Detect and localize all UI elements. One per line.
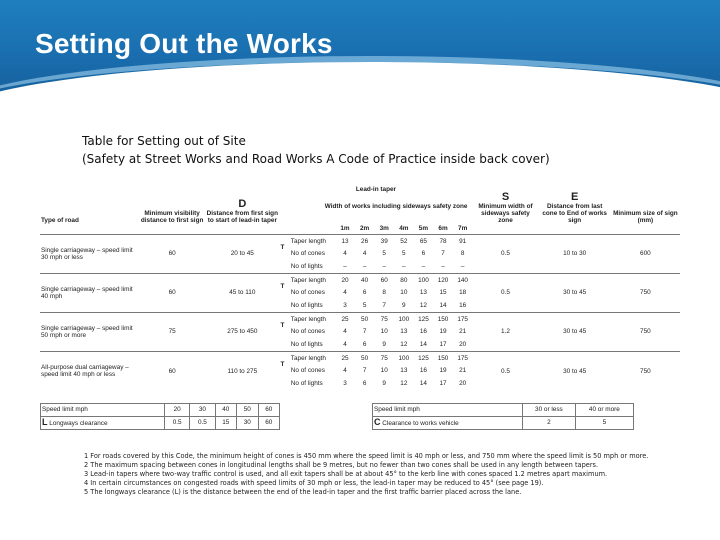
width-7m: 7m: [458, 225, 468, 233]
cones-value: 19: [439, 367, 447, 375]
no-of-lights-label: No of lights: [290, 302, 323, 310]
cones-value: 6: [362, 289, 367, 297]
lights-value: –: [362, 263, 367, 271]
sign-size-2: 750: [611, 274, 680, 313]
speed-value: 50: [237, 403, 258, 416]
taper-length-label: Taper length: [290, 313, 335, 326]
lights-value: –: [421, 263, 426, 271]
sideways-zone-4: 0.5: [472, 352, 538, 391]
no-of-cones-label: No of cones: [290, 367, 325, 375]
taper-value: 100: [414, 274, 434, 287]
taper-value: 140: [453, 274, 473, 287]
distance-d-4: 110 to 275: [205, 352, 279, 391]
lead-in-taper-label: Lead-in taper: [355, 186, 397, 193]
min-visibility-4: 60: [139, 352, 205, 391]
width-label: Width of works including sideways safety zone: [324, 203, 468, 211]
lights-value: 20: [459, 380, 467, 388]
table-row: [40, 352, 680, 365]
header-d: [205, 180, 279, 224]
cones-value: 8: [382, 289, 386, 297]
cones-value: 6: [421, 250, 426, 258]
lights-value: 14: [419, 380, 427, 388]
s-label: Minimum width of sideways safety zone: [478, 202, 533, 224]
lights-value: –: [460, 263, 465, 271]
taper-value: 125: [414, 313, 434, 326]
t-letter: T: [279, 352, 289, 378]
distance-d-2: 45 to 110: [205, 274, 279, 313]
t-letter: T: [279, 313, 289, 339]
lights-value: 9: [402, 302, 406, 310]
l-value: 30: [237, 416, 258, 429]
no-of-lights-label: No of lights: [290, 341, 323, 349]
taper-length-label: Taper length: [290, 274, 335, 287]
taper-value: 25: [335, 313, 355, 326]
taper-value: 120: [433, 274, 453, 287]
lights-value: –: [402, 263, 406, 271]
taper-value: 50: [355, 352, 375, 365]
no-of-cones-label: No of cones: [290, 328, 325, 336]
c-value: 5: [575, 416, 633, 429]
footnote-1: 1 For roads covered by this Code, the minimum height of cones is 450 mm where the speed limit is 40 mph or less, and 750 mm where the speed limit is 50 mph or more.: [84, 452, 649, 460]
footnote-5: 5 The longways clearance (L) is the distance between the end of the lead-in taper and the first traffic barrier placed across the lane.: [84, 487, 522, 496]
no-of-lights-label: No of lights: [290, 263, 323, 271]
taper-length-label: Taper length: [290, 352, 335, 365]
distance-e-2: 30 to 45: [539, 274, 611, 313]
lights-value: 12: [400, 380, 408, 388]
taper-value: 75: [374, 352, 394, 365]
width-2m: 2m: [359, 225, 370, 233]
lights-value: 3: [343, 380, 347, 388]
lights-value: 6: [362, 341, 367, 349]
cones-value: 21: [459, 328, 467, 336]
cones-value: 5: [402, 250, 406, 258]
cones-value: 8: [460, 250, 465, 258]
no-of-lights-label: No of lights: [290, 380, 323, 388]
sign-size-1: 600: [611, 235, 680, 274]
width-6m: 6m: [438, 225, 448, 233]
width-1m: 1m: [340, 225, 350, 233]
distance-e-3: 30 to 45: [539, 313, 611, 352]
cones-value: 4: [343, 367, 347, 375]
road-type-1: Single carriageway – speed limit 30 mph or less: [40, 235, 139, 274]
l-value: 0.5: [165, 416, 190, 429]
subtitle-line-1: Table for Setting out of Site: [82, 134, 246, 148]
header-type-of-road: Type of road: [41, 216, 79, 224]
no-of-cones-label: No of cones: [290, 289, 325, 297]
speed-limit-label: Speed limit mph: [42, 405, 88, 413]
cones-value: 5: [382, 250, 386, 258]
c-letter: C: [374, 416, 381, 427]
footnotes: [84, 452, 684, 496]
taper-value: 26: [355, 235, 375, 248]
t-letter: T: [279, 274, 289, 300]
taper-value: 50: [355, 313, 375, 326]
width-5m: 5m: [418, 225, 429, 233]
table-row: [40, 235, 680, 248]
lights-value: 17: [439, 341, 447, 349]
taper-value: 175: [453, 352, 473, 365]
taper-value: 100: [394, 313, 414, 326]
lights-value: 4: [343, 341, 347, 349]
taper-value: 175: [453, 313, 473, 326]
lights-value: 7: [382, 302, 386, 310]
speed-value: 60: [258, 403, 280, 416]
taper-value: 52: [394, 235, 414, 248]
cones-value: 7: [441, 250, 445, 258]
cones-value: 7: [362, 328, 367, 336]
footnote-3: 3 Lead-in tapers where two-way traffic control is used, and all exit tapers shall be at about 45° to the kerb line with cones spaced 1.2 metres apart maximum.: [84, 469, 608, 478]
cones-value: 10: [380, 367, 388, 375]
width-3m: 3m: [379, 225, 389, 233]
speed-limit-label: Speed limit mph: [374, 405, 420, 413]
lights-value: –: [343, 263, 347, 271]
c-label: Clearance to works vehicle: [382, 419, 459, 427]
lights-value: 14: [419, 341, 427, 349]
road-type-4: All-purpose dual carriageway – speed limit 40 mph or less: [40, 352, 139, 391]
e-label: Distance from last cone to End of works sign: [542, 202, 607, 224]
lights-value: 6: [362, 380, 367, 388]
road-type-2: Single carriageway – speed limit 40 mph: [40, 274, 139, 313]
sideways-zone-2: 0.5: [472, 274, 538, 313]
subtitle-line-2: (Safety at Street Works and Road Works A Code of Practice inside back cover): [82, 152, 550, 166]
road-type-3: Single carriageway – speed limit 50 mph or more: [40, 313, 139, 352]
lights-value: 9: [382, 341, 386, 349]
lights-value: –: [382, 263, 386, 271]
taper-value: 150: [433, 313, 453, 326]
e-letter: E: [570, 190, 579, 203]
l-value: 15: [215, 416, 236, 429]
cones-value: 16: [419, 367, 427, 375]
sign-size-3: 750: [611, 313, 680, 352]
cones-value: 4: [343, 289, 347, 297]
lights-value: –: [441, 263, 445, 271]
cones-value: 7: [362, 367, 367, 375]
taper-value: 25: [335, 352, 355, 365]
lights-value: 12: [400, 341, 408, 349]
taper-value: 20: [335, 274, 355, 287]
clearance-cell: [373, 416, 523, 429]
lights-value: 9: [382, 380, 386, 388]
distance-e-4: 30 to 45: [539, 352, 611, 391]
taper-value: 13: [335, 235, 355, 248]
l-label: Longways clearance: [49, 419, 108, 427]
d-letter: D: [238, 197, 247, 210]
lights-value: 17: [439, 380, 447, 388]
taper-value: 40: [355, 274, 375, 287]
taper-value: 60: [374, 274, 394, 287]
cones-value: 4: [343, 250, 347, 258]
longways-clearance-table: [40, 403, 280, 430]
speed-value: 20: [165, 403, 190, 416]
taper-value: 78: [433, 235, 453, 248]
no-of-cones-label: No of cones: [290, 250, 325, 258]
header-e: [539, 180, 611, 224]
sideways-zone-3: 1.2: [472, 313, 538, 352]
cones-value: 10: [400, 289, 408, 297]
cones-value: 19: [439, 328, 447, 336]
s-letter: S: [501, 190, 510, 203]
taper-value: 91: [453, 235, 473, 248]
sign-size-4: 750: [611, 352, 680, 391]
speed-value: 30: [190, 403, 215, 416]
bottom-tables: [40, 403, 680, 430]
header-sign-size: Minimum size of sign (mm): [613, 209, 678, 224]
table-row: [40, 274, 680, 287]
lights-value: 20: [459, 341, 467, 349]
taper-value: 125: [414, 352, 434, 365]
c-value: 2: [523, 416, 576, 429]
setting-out-rows: [40, 234, 680, 391]
l-value: 0.5: [190, 416, 215, 429]
cones-value: 13: [400, 328, 408, 336]
cones-value: 13: [400, 367, 408, 375]
speed-value: 40 or more: [575, 403, 633, 416]
cones-value: 4: [343, 328, 347, 336]
taper-value: 80: [394, 274, 414, 287]
slide-title: Setting Out the Works: [35, 28, 333, 59]
taper-value: 65: [414, 235, 434, 248]
taper-length-label: Taper length: [290, 235, 335, 248]
setting-out-table: [40, 180, 680, 234]
cones-value: 10: [380, 328, 388, 336]
header-lead-in-taper: [279, 180, 472, 224]
cones-value: 15: [439, 289, 447, 297]
distance-e-1: 10 to 30: [539, 235, 611, 274]
taper-value: 150: [433, 352, 453, 365]
footnote-4: 4 In certain circumstances on congested roads with speed limits of 30 mph or less, the lead-in taper may be reduced to 45° (see page 19).: [84, 478, 544, 487]
speed-value: 30 or less: [523, 403, 576, 416]
setting-out-table-figure: [40, 180, 680, 430]
lights-value: 14: [439, 302, 447, 310]
l-letter: L: [42, 416, 48, 427]
speed-value: 40: [215, 403, 236, 416]
l-value: 60: [258, 416, 280, 429]
clearance-vehicle-table: [372, 403, 634, 430]
cones-value: 16: [419, 328, 427, 336]
lights-value: 5: [362, 302, 367, 310]
table-row: [40, 313, 680, 326]
d-label: Distance from first sign to start of lead-in taper: [206, 209, 278, 224]
cones-value: 13: [419, 289, 427, 297]
slide-header: [0, 0, 720, 95]
min-visibility-3: 75: [139, 313, 205, 352]
lights-value: 16: [459, 302, 467, 310]
cones-value: 18: [459, 289, 467, 297]
distance-d-1: 20 to 45: [205, 235, 279, 274]
cones-value: 4: [362, 250, 367, 258]
distance-d-3: 275 to 450: [205, 313, 279, 352]
longways-clearance-cell: [41, 416, 165, 429]
cones-value: 21: [459, 367, 467, 375]
lights-value: 3: [343, 302, 347, 310]
sideways-zone-1: 0.5: [472, 235, 538, 274]
width-4m: 4m: [399, 225, 409, 233]
taper-value: 75: [374, 313, 394, 326]
taper-value: 39: [374, 235, 394, 248]
taper-value: 100: [394, 352, 414, 365]
header-min-visibility: Minimum visibility distance to first sign: [140, 209, 204, 224]
lights-value: 12: [419, 302, 427, 310]
footnote-2: 2 The maximum spacing between cones in longitudinal lengths shall be 9 metres, but no fewer than two cones shall be used in any length between tapers.: [84, 460, 599, 469]
header-s: [472, 180, 538, 224]
min-visibility-1: 60: [139, 235, 205, 274]
t-letter: T: [279, 235, 289, 261]
min-visibility-2: 60: [139, 274, 205, 313]
